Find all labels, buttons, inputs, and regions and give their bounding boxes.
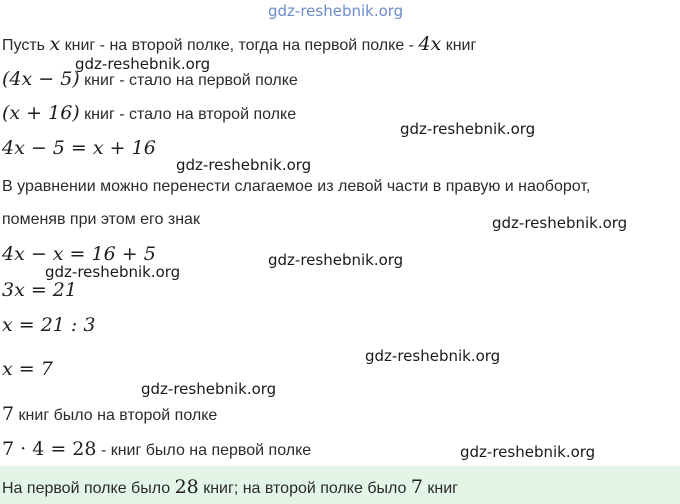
math-expression: x = 21 : 3 (2, 314, 96, 336)
math-expression: 4x − x = 16 + 5 (2, 243, 156, 265)
solution-line-12 (2, 439, 311, 461)
solution-line-2 (2, 69, 298, 91)
watermark: gdz-reshebnik.org (75, 55, 211, 73)
math-expression: x (49, 33, 61, 55)
watermark: gdz-reshebnik.org (176, 156, 312, 174)
answer-text: книг; на второй полке было (203, 480, 407, 497)
watermark: gdz-reshebnik.org (365, 347, 501, 365)
math-expression: 7 (2, 403, 15, 425)
equation-line (2, 315, 95, 337)
answer-box (0, 466, 680, 504)
answer-text: На первой полке было (2, 480, 171, 497)
watermark: gdz-reshebnik.org (45, 263, 181, 281)
line-text: книг - стало на первой полке (84, 72, 298, 89)
equation-line (2, 359, 53, 381)
math-expression: x = 7 (2, 358, 53, 380)
answer-text: книг (427, 480, 459, 497)
math-expression: (4x − 5) (2, 68, 80, 90)
solution-line-5 (2, 177, 590, 197)
watermark: gdz-reshebnik.org (400, 120, 536, 138)
line-text: книг (445, 37, 477, 54)
math-expression: 3x = 21 (2, 279, 77, 301)
line-text: книг было на второй полке (18, 407, 218, 424)
equation-line (2, 280, 77, 302)
watermark: gdz-reshebnik.org (492, 214, 628, 232)
line-text: В уравнении можно перенести слагаемое из левой части в правую и наоборот, (2, 178, 591, 195)
line-text: книг - стало на второй полке (84, 106, 297, 123)
watermark: gdz-reshebnik.org (141, 380, 277, 398)
equation-line (2, 244, 156, 266)
line-text: поменяв при этом его знак (2, 211, 200, 228)
watermark: gdz-reshebnik.org (460, 443, 596, 461)
watermark: gdz-reshebnik.org (268, 2, 404, 20)
solution-line-3 (2, 103, 296, 125)
equation-line (2, 138, 156, 160)
watermark: gdz-reshebnik.org (268, 251, 404, 269)
line-text: - книг было на первой полке (100, 442, 312, 459)
line-text: книг - на второй полке, тогда на первой полке - (64, 37, 414, 54)
math-expression: 4x (418, 33, 442, 55)
math-expression: 4x − 5 = x + 16 (2, 137, 156, 159)
math-expression: (x + 16) (2, 102, 80, 124)
math-expression: 28 (174, 476, 199, 498)
solution-line-1 (2, 34, 476, 56)
math-expression: 7 (410, 476, 423, 498)
answer-line (2, 477, 458, 499)
math-expression: 7 · 4 = 28 (2, 438, 97, 460)
solution-line-6 (2, 210, 200, 230)
solution-line-11 (2, 404, 217, 426)
line-text: Пусть (2, 37, 45, 54)
